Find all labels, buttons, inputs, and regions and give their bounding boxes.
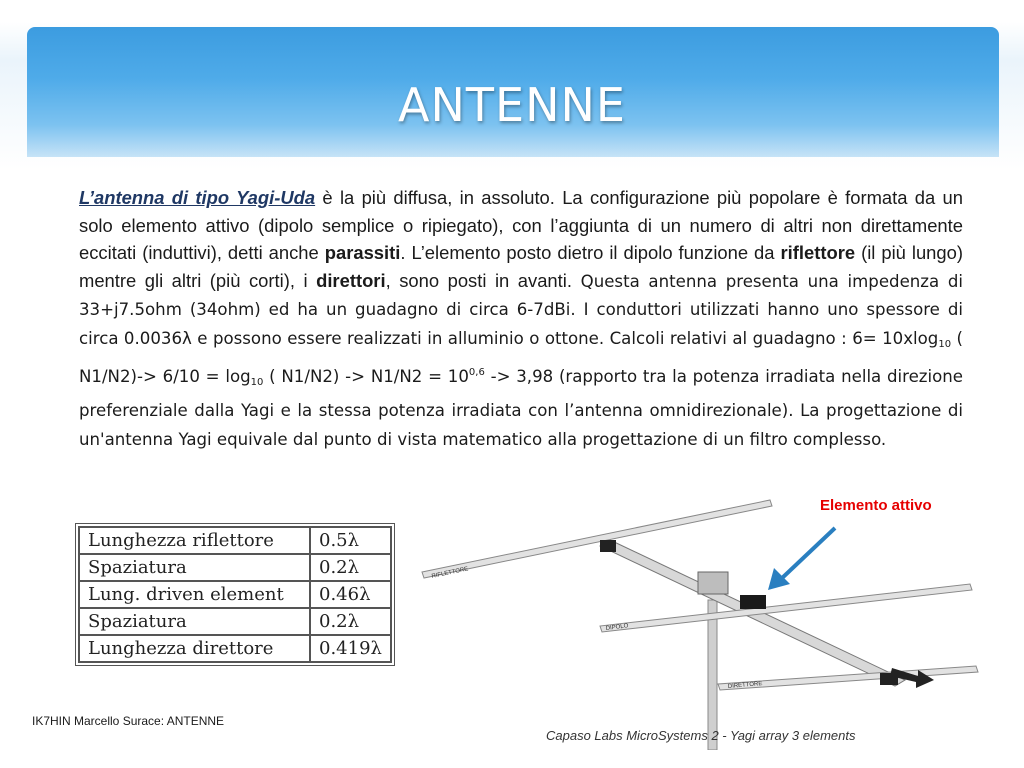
text-run: , sono posti in avanti. [385,269,572,291]
mast-clamp [698,572,728,594]
parameter-name-cell: Lunghezza riflettore [79,527,310,554]
parameter-name-cell: Lunghezza direttore [79,635,310,662]
active-element-label: Elemento attivo [820,497,932,514]
parameter-name-cell: Lung. driven element [79,581,310,608]
superscript: 0,6 [468,366,485,378]
dipole-label: DIPOLO [605,623,629,632]
parameters-table [78,526,392,663]
parameter-value-cell: 0.419λ [310,635,391,662]
slide-title: ANTENNE [398,78,626,132]
dipole-clamp [740,595,766,609]
text-run: -> 3,98 (rapporto tra la potenza irradiata nella direzione preferenziale dalla Yagi e la stessa potenza irradiata con l’antenna omnidirezionale). La progettazione di un'antenna Yagi equivale dal punto di vista matematico alla progettazione di un filtro complesso. [79,366,963,449]
text-run: è la più diffusa, in assoluto. La configurazione più popolare è formata da un solo elemento attivo (dipolo semplice o ripiegato), con l’aggiunta di un numero di altri non direttamente eccitati (induttivi), detti anche [79,187,963,264]
table-row [79,581,391,608]
text-run: ( N1/N2) -> N1/N2 = 10 [263,366,469,386]
parameter-value-cell: 0.5λ [310,527,391,554]
parameter-value-cell: 0.2λ [310,554,391,581]
reflector-clamp [600,540,616,552]
term-parassiti: parassiti [324,242,401,264]
yagi-antenna-photo [410,480,1000,750]
parameter-value-cell: 0.2λ [310,608,391,635]
parameter-name-cell: Spaziatura [79,608,310,635]
table-row [79,527,391,554]
reflector-element [422,500,772,578]
body-paragraph [79,184,963,453]
term-riflettore: riflettore [780,242,856,264]
table-row [79,554,391,581]
pointer-arrow-icon [780,528,835,580]
lead-term: L’antenna di tipo Yagi-Uda [79,187,316,208]
text-run: . L’elemento posto dietro il dipolo funzione da [400,242,781,264]
text-run: e possono essere realizzati in alluminio o ottone. Calcoli relativi al guadagno : 6= 10xlog [191,328,939,348]
lambda-symbol: λ [182,328,192,348]
table-row [79,635,391,662]
parameter-name-cell: Spaziatura [79,554,310,581]
text-run: ( N1/N2)-> 6/10 = log [79,328,964,386]
term-direttori: direttori [316,269,386,291]
table-row [79,608,391,635]
director-label: DIRETTORE [727,681,763,690]
subscript: 10 [250,376,264,388]
reflector-label: RIFLETTORE [431,566,469,580]
photo-caption: Capaso Labs MicroSystems 2 - Yagi array 3 elements [546,728,856,743]
parameter-value-cell: 0.46λ [310,581,391,608]
text-run: Questa antenna presenta una impedenza di 33+j7.5ohm (34ohm) ed ha un guadagno di circa 6-7dBi. I conduttori utilizzati hanno uno spessore di circa 0.0036 [79,271,963,348]
slide-footer: IK7HIN Marcello Surace: ANTENNE [32,714,225,728]
text-run: (il più lungo) mentre gli altri (più corti), i [79,242,963,291]
subscript: 10 [938,338,952,350]
